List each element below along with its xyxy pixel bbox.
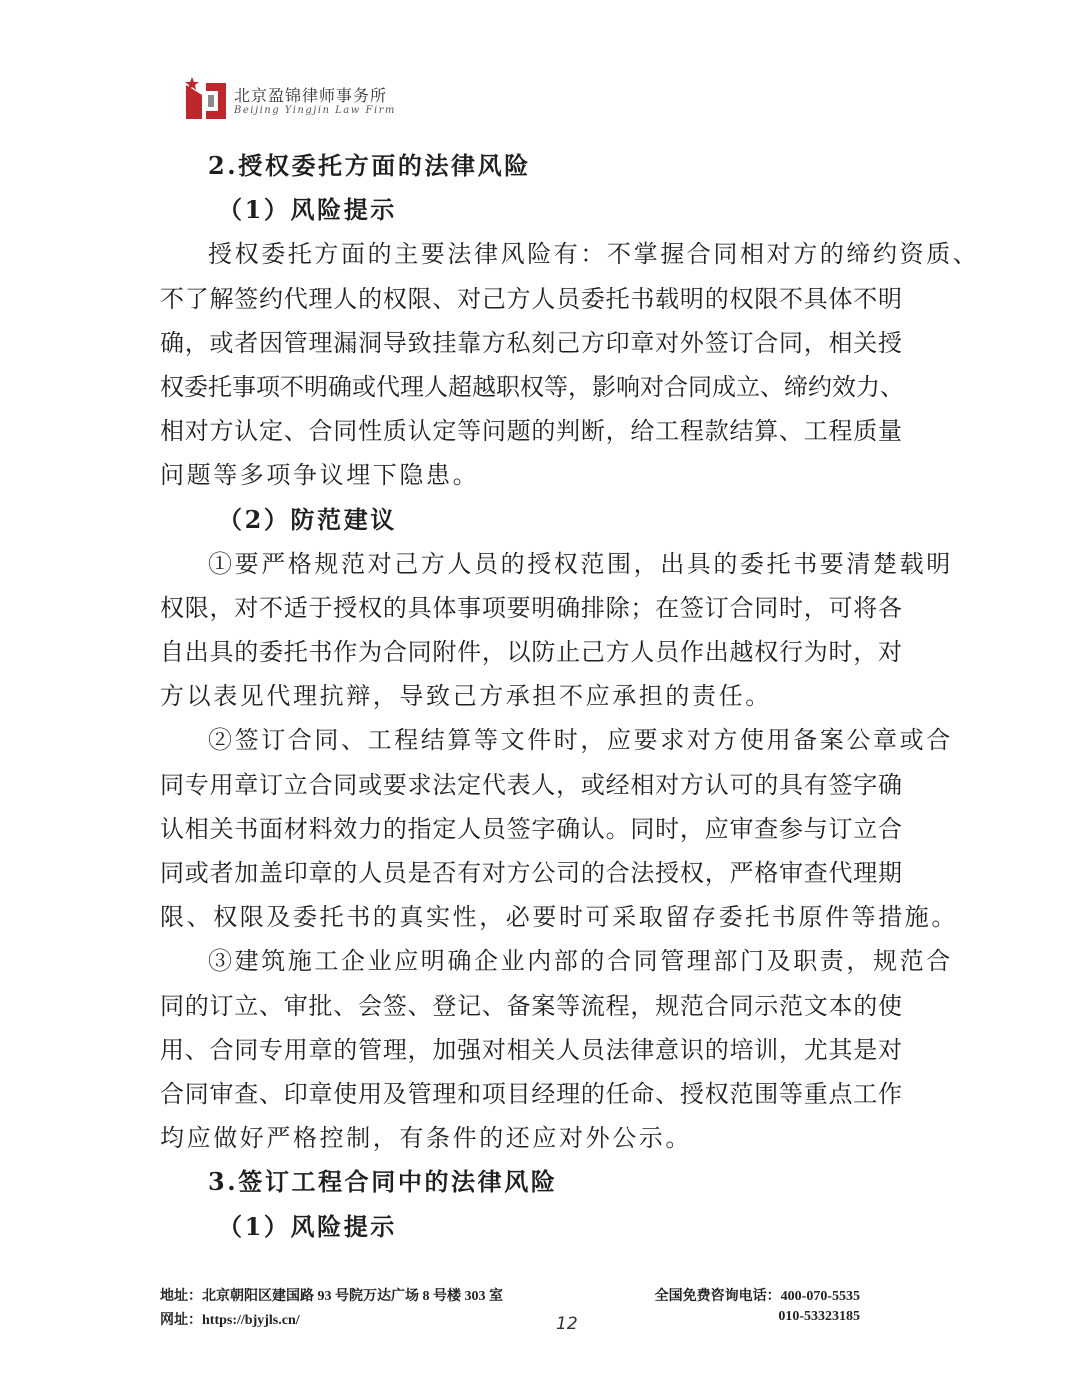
firm-name-cn: 北京盈锦律师事务所 [234, 86, 388, 105]
document-body [160, 144, 980, 1249]
section-heading: 2.授权委托方面的法律风险 [208, 151, 531, 180]
footer-address: 地址：北京朝阳区建国路 93 号院万达广场 8 号楼 303 室 [160, 1289, 503, 1304]
paragraph-line: 同的订立、审批、会签、登记、备案等流程，规范合同示范文本的使 [160, 991, 902, 1020]
paragraph-line: ③建筑施工企业应明确企业内部的合同管理部门及职责，规范合 [208, 947, 953, 976]
paragraph-line: 同专用章订立合同或要求法定代表人，或经相对方认可的具有签字确 [160, 770, 902, 799]
firm-logo-icon [182, 75, 230, 123]
paragraph-line: 均应做好严格控制，有条件的还应对外公示。 [160, 1124, 692, 1153]
section-heading: 3.签订工程合同中的法律风险 [208, 1167, 558, 1197]
paragraph-line: 相对方认定、合同性质认定等问题的判断，给工程款结算、工程质量 [160, 417, 902, 446]
page-number: 12 [556, 1314, 578, 1334]
paragraph-line: 同或者加盖印章的人员是否有对方公司的合法授权，严格审查代理期 [160, 859, 902, 887]
footer-hotline: 全国免费咨询电话：400-070-5535 [654, 1289, 860, 1304]
paragraph-line: 授权委托方面的主要法律风险有：不掌握合同相对方的缔约资质、 [208, 240, 980, 269]
subsection-heading: （1）风险提示 [218, 195, 397, 225]
footer-website: 网址：https://bjyjls.cn/ [160, 1313, 300, 1328]
page-footer [160, 1285, 860, 1345]
subsection-heading: （1）风险提示 [218, 1211, 397, 1241]
firm-name-en: Beijing Yingjin Law Firm [234, 105, 396, 116]
paragraph-line: 合同审查、印章使用及管理和项目经理的任命、授权范围等重点工作 [160, 1079, 902, 1108]
paragraph-line: 权限，对不适于授权的具体事项要明确排除；在签订合同时，可将各 [160, 593, 902, 622]
paragraph-line: 限、权限及委托书的真实性，必要时可采取留存委托书原件等措施。 [160, 903, 958, 932]
paragraph-line: 方以表见代理抗辩，导致己方承担不应承担的责任。 [160, 682, 772, 711]
firm-logo [182, 75, 412, 125]
paragraph-line: 不了解签约代理人的权限、对己方人员委托书载明的权限不具体不明 [160, 284, 902, 313]
paragraph-line: 用、合同专用章的管理，加强对相关人员法律意识的培训，尤其是对 [160, 1035, 902, 1064]
paragraph-line: 确，或者因管理漏洞导致挂靠方私刻己方印章对外签订合同，相关授 [160, 328, 902, 357]
paragraph-line: 权委托事项不明确或代理人超越职权等，影响对合同成立、缔约效力、 [160, 372, 904, 401]
paragraph-line: 自出具的委托书作为合同附件，以防止己方人员作出越权行为时，对 [160, 638, 902, 667]
subsection-heading: （2）防范建议 [218, 504, 397, 534]
paragraph-line: ②签订合同、工程结算等文件时，应要求对方使用备案公章或合 [208, 726, 953, 755]
paragraph-line: 问题等多项争议埋下隐患。 [160, 461, 480, 490]
paragraph-line: ①要严格规范对己方人员的授权范围，出具的委托书要清楚载明 [208, 549, 953, 578]
footer-phone: 010-53323185 [778, 1309, 860, 1324]
paragraph-line: 认相关书面材料效力的指定人员签字确认。同时，应审查参与订立合 [160, 814, 902, 843]
